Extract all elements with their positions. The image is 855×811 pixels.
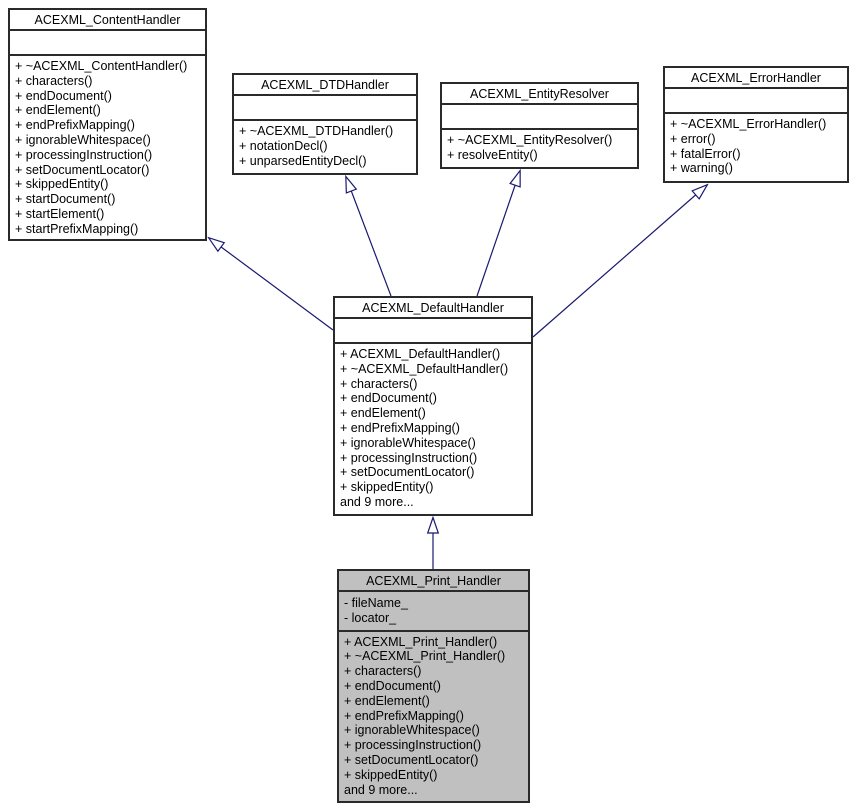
methods-section — [665, 114, 847, 181]
method-item: + characters() — [15, 73, 93, 88]
class-title: ACEXML_Print_Handler — [339, 571, 528, 592]
attributes-section — [442, 105, 637, 130]
method-item: + setDocumentLocator() — [344, 752, 479, 767]
class-node-acexml-defaulthandler[interactable] — [333, 296, 533, 516]
method-item: + ignorableWhitespace() — [344, 723, 480, 738]
method-item: + ~ACEXML_EntityResolver() — [447, 133, 613, 147]
method-item: + startElement() — [15, 206, 105, 221]
method-item: + setDocumentLocator() — [15, 162, 150, 177]
method-item: + processingInstruction() — [340, 450, 478, 465]
attributes-section — [335, 319, 531, 344]
method-item: + processingInstruction() — [344, 738, 482, 753]
method-item: + ACEXML_Print_Handler() — [344, 634, 498, 649]
method-item: + ignorableWhitespace() — [15, 132, 151, 147]
edge-defaulthandler-to-contenthandler — [209, 238, 333, 330]
attribute-item: - locator_ — [344, 610, 397, 625]
class-title: ACEXML_ErrorHandler — [665, 68, 847, 89]
method-item: + startDocument() — [15, 192, 116, 207]
edge-defaulthandler-to-dtdhandler — [346, 177, 391, 296]
method-item: + endPrefixMapping() — [344, 708, 464, 723]
method-item: + ~ACEXML_DTDHandler() — [239, 124, 394, 138]
method-item: + ~ACEXML_ContentHandler() — [15, 59, 188, 73]
methods-section — [442, 130, 637, 167]
edge-defaulthandler-to-entityresolver — [477, 171, 520, 296]
edge-defaulthandler-to-errorhandler — [533, 185, 707, 337]
class-node-acexml-contenthandler[interactable] — [8, 8, 207, 241]
method-item: + notationDecl() — [239, 138, 328, 153]
method-item: + endPrefixMapping() — [15, 118, 135, 133]
class-node-acexml-errorhandler[interactable] — [663, 66, 849, 183]
method-item: + ~ACEXML_DefaultHandler() — [340, 361, 509, 376]
methods-section — [339, 632, 528, 801]
method-item: + characters() — [340, 376, 418, 391]
more-methods-ellipsis: and 9 more... — [340, 494, 414, 509]
method-item: + endElement() — [340, 406, 426, 421]
attributes-section — [10, 31, 205, 56]
method-item: + ACEXML_DefaultHandler() — [340, 347, 501, 361]
method-item: + endDocument() — [344, 678, 441, 693]
class-title: ACEXML_EntityResolver — [442, 84, 637, 105]
method-item: + fatalError() — [670, 146, 741, 161]
method-item: + warning() — [670, 161, 733, 176]
method-item: + startPrefixMapping() — [15, 221, 139, 236]
method-item: + ignorableWhitespace() — [340, 435, 476, 450]
attributes-section — [665, 89, 847, 114]
methods-section — [234, 121, 416, 173]
method-item: + setDocumentLocator() — [340, 465, 475, 480]
method-item: + ~ACEXML_ErrorHandler() — [670, 117, 827, 131]
method-item: + error() — [670, 131, 716, 146]
method-item: + ~ACEXML_Print_Handler() — [344, 649, 506, 664]
method-item: + endPrefixMapping() — [340, 420, 460, 435]
class-title: ACEXML_DefaultHandler — [335, 298, 531, 319]
method-item: + endElement() — [344, 693, 430, 708]
method-item: + resolveEntity() — [447, 147, 538, 162]
methods-section — [335, 344, 531, 514]
method-item: + endDocument() — [340, 391, 437, 406]
methods-section — [10, 56, 205, 239]
attribute-item: - fileName_ — [344, 596, 408, 610]
method-item: + characters() — [344, 664, 422, 679]
method-item: + unparsedEntityDecl() — [239, 153, 367, 168]
class-title: ACEXML_DTDHandler — [234, 75, 416, 96]
class-node-acexml-dtdhandler[interactable] — [232, 73, 418, 175]
method-item: + skippedEntity() — [340, 480, 434, 495]
class-title: ACEXML_ContentHandler — [10, 10, 205, 31]
class-node-acexml-entityresolver[interactable] — [440, 82, 639, 169]
method-item: + endDocument() — [15, 88, 112, 103]
attributes-section — [339, 592, 528, 632]
attributes-section — [234, 96, 416, 121]
method-item: + skippedEntity() — [15, 177, 109, 192]
method-item: + endElement() — [15, 103, 101, 118]
method-item: + skippedEntity() — [344, 767, 438, 782]
more-methods-ellipsis: and 9 more... — [344, 782, 418, 797]
method-item: + processingInstruction() — [15, 147, 153, 162]
class-node-acexml-print-handler[interactable] — [337, 569, 530, 803]
